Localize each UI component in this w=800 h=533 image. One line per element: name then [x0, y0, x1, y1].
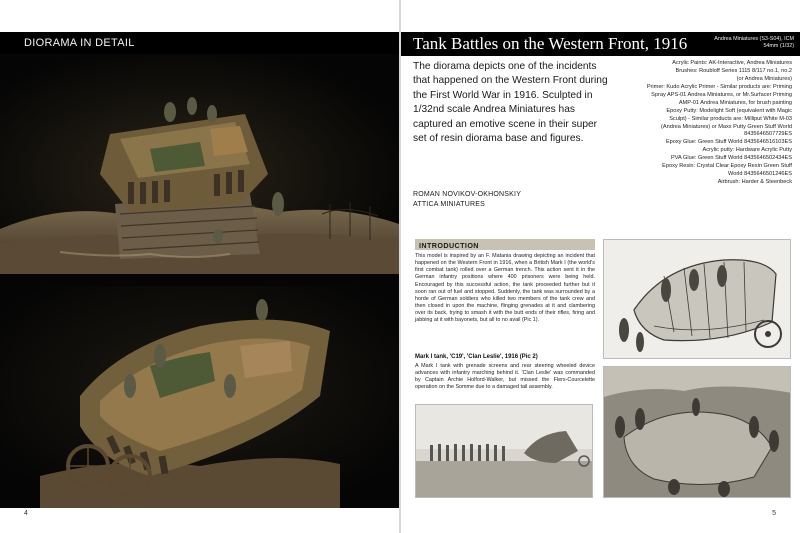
material-item: (Andrea Miniatures) or Maxx Putty Green Stuff World	[661, 123, 792, 130]
section-heading-bar	[415, 239, 595, 250]
material-item: Sculpt) - Similar products are: Milliput White M-03	[669, 115, 792, 122]
material-item: Epoxy Resin: Crystal Clear Epoxy Resin Green Stuff	[662, 163, 792, 170]
diorama-photo-bottom	[0, 286, 399, 508]
material-item: Acrylic putty: Hardware Acrylic Putty	[702, 147, 792, 154]
material-item: Primer: Kudo Acrylic Primer - Similar products are: Priming	[646, 83, 792, 90]
article-title: Tank Battles on the Western Front, 1916	[413, 34, 688, 53]
material-item: AMP-01 Andrea Miniatures, for brush painting	[678, 99, 792, 106]
material-item: (or Andrea Miniatures)	[736, 75, 792, 82]
title-credit	[714, 36, 794, 50]
material-item: Brushes: Roubloff Series 1115 8/117 no.1, no.2	[675, 67, 792, 74]
illustration-tank-attack	[603, 239, 791, 359]
diorama-photo-top	[0, 54, 399, 274]
material-item: Epoxy Putty: Modelight Soft (equivalent with Magic	[666, 107, 792, 114]
material-item: 8435646507729ES	[744, 131, 792, 138]
credit-line: 54mm (1/32)	[763, 42, 794, 49]
section-tab	[0, 32, 399, 54]
intro-paragraph: The diorama depicts one of the incidents that happened on the Western Front during the First World War in 1916. Sculpted in 1/32nd scale Andrea Miniatures has captured an emotive scene in their super set of resin diorama base and figures.	[413, 61, 608, 145]
sub-heading: Mark I tank, 'C19', 'Clan Leslie', 1916 (Pic 2)	[415, 354, 538, 360]
material-item: Spray APS-01 Andrea Miniatures, or Mr.Surfacer Priming	[651, 91, 792, 98]
material-item: Acrylic Paints: AK-Interactive, Andrea Miniatures	[672, 60, 792, 66]
right-page	[401, 0, 800, 533]
historical-photo-tank-column	[415, 404, 593, 498]
sub-paragraph: A Mark I tank with grenade screens and rear steering wheeled device advances with infantry marching behind it. 'Clan Leslie' was commanded by Captain Archie Holford-Walker, but missed the Flers-Courcelette operation on the Somme due to a damaged tail assembly.	[415, 363, 595, 391]
author-affiliation: ATTICA MINIATURES	[413, 201, 485, 209]
material-item: Airbrush: Harder & Steenbeck	[717, 179, 792, 186]
materials-list	[604, 60, 792, 187]
illustration-battlefield	[603, 366, 791, 498]
page-number: 5	[772, 510, 776, 517]
section-heading: INTRODUCTION	[419, 240, 479, 250]
material-item: Epoxy Glue: Green Stuff World 8435646516103ES	[665, 139, 792, 146]
author-block	[413, 190, 521, 210]
author-name: ROMAN NOVIKOV-OKHONSKIY	[413, 191, 522, 198]
left-page	[0, 0, 399, 533]
credit-line: Andrea Miniatures (S3-S04), ICM	[714, 36, 794, 42]
body-paragraph: This model is inspired by an F. Matania drawing depicting an incident that happened on the Western Front in 1916, when a British Mark I (the world's first combat tank) rolled over a German trench. This action sent it in the German infantry positions where 400 prisoners were being held. Encouraged by this successful action, the tank proceeded further but it soon ran out of fuel and stopped. Suddenly, the tank was surrounded by a horde of German soldiers who killed two members of the tank crew and then closed in upon the machine, flinging grenades at it and clambering over its back, trying to smash it with the butt ends of their rifles, firing and jabbing at it with bayonets, but all to no avail (Pic 1).	[415, 253, 595, 324]
material-item: PVA Glue: Green Stuff World 8435646502434ES	[671, 155, 792, 162]
page-number: 4	[24, 510, 28, 517]
title-bar	[401, 32, 800, 56]
section-label: DIORAMA IN DETAIL	[24, 37, 135, 49]
material-item: World 8435646501246ES	[728, 171, 792, 178]
